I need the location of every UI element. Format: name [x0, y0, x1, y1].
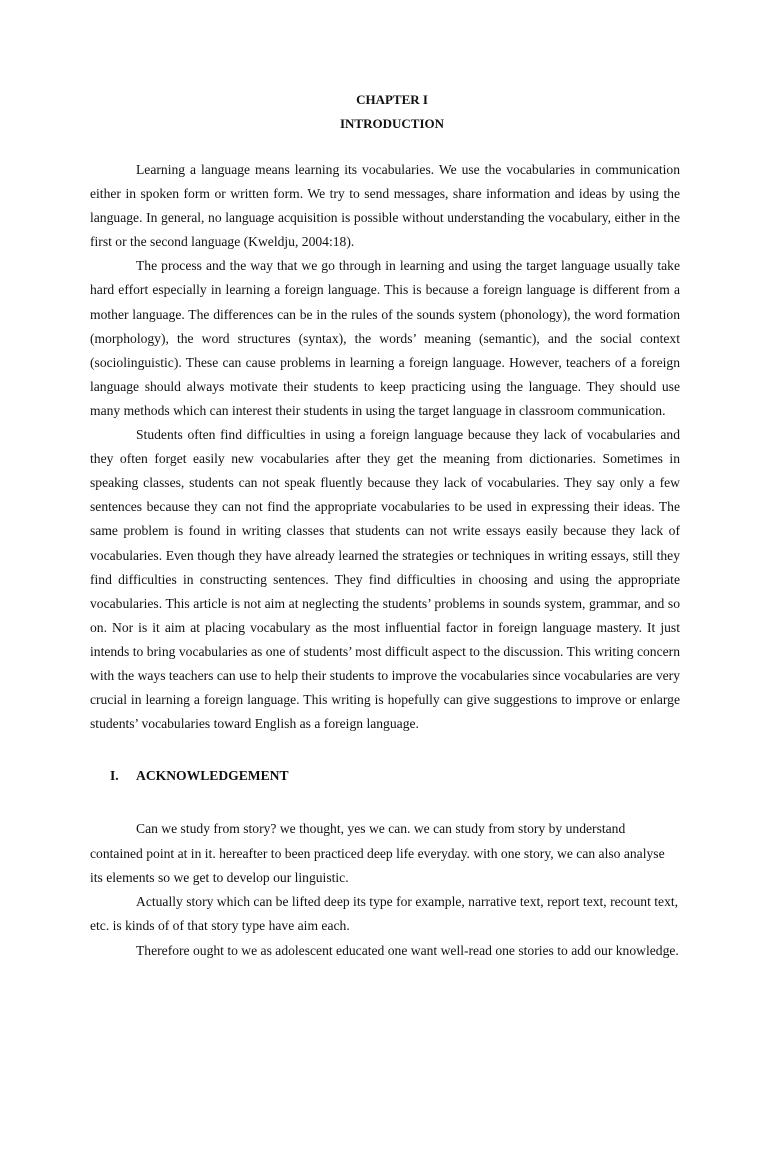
- paragraph: Therefore ought to we as adolescent educated one want well-read one stories to add our knowledge.: [136, 942, 679, 958]
- paragraph: Actually story which can be lifted deep its type for example, narrative text, report text, recount text, etc. is kinds of of that story type have aim each.: [90, 894, 679, 934]
- paragraph: The process and the way that we go through in learning and using the target language usually take hard effort especially in learning a foreign language. This is because a foreign language is different from a mother language. The differences can be in the rules of the sounds system (phonology), the word formation (morphology), the word structures (syntax), the words’ meaning (semantic), and the social context (sociolinguistic). These can cause problems in learning a foreign language. However, teachers of a foreign language should always motivate their students to keep practicing using the language. They should use many methods which can interest their students in using the target language in classroom communication.: [90, 258, 680, 418]
- introduction-body: [90, 158, 680, 736]
- acknowledgement-body: [90, 817, 680, 963]
- chapter-heading: [104, 88, 680, 136]
- document-page: [90, 88, 680, 963]
- paragraph: Students often find difficulties in using a foreign language because they lack of vocabularies and they often forget easily new vocabularies after they get the meaning from dictionaries. Sometimes in speaking classes, students can not speak fluently because they lack of vocabularies. They say only a few sentences because they can not find the appropriate vocabularies to be used in expressing their ideas. The same problem is found in writing classes that students can not write essays easily because they lack of vocabularies. Even though they have already learned the strategies or techniques in writing essays, still they find difficulties in constructing sentences. They find difficulties in choosing and using the appropriate vocabularies. This article is not aim at neglecting the students’ problems in sounds system, grammar, and so on. Nor is it aim at placing vocabulary as the most influential factor in foreign language mastery. It just intends to bring vocabularies as one of students’ most difficult aspect to the discussion. This writing concern with the ways teachers can use to help their students to improve the vocabularies since vocabularies are very crucial in learning a foreign language. This writing is hopefully can give suggestions to improve or enlarge students’ vocabularies toward English as a foreign language.: [90, 427, 680, 732]
- section-number: I.: [110, 768, 119, 784]
- chapter-title: INTRODUCTION: [339, 116, 444, 131]
- chapter-number: CHAPTER I: [356, 92, 428, 107]
- paragraph: Can we study from story? we thought, yes we can. we can study from story by understand contained point at in it. hereafter to been practiced deep life everyday. with one story, we can also analyse its elements so we get to develop our linguistic.: [90, 821, 665, 885]
- section-title: ACKNOWLEDGEMENT: [136, 768, 289, 784]
- section-heading: [110, 764, 680, 788]
- paragraph: Learning a language means learning its vocabularies. We use the vocabularies in communication either in spoken form or written form. We try to send messages, share information and ideas by using the language. In general, no language acquisition is possible without understanding the vocabulary, either in the first or the second language (Kweldju, 2004:18).: [90, 162, 680, 250]
